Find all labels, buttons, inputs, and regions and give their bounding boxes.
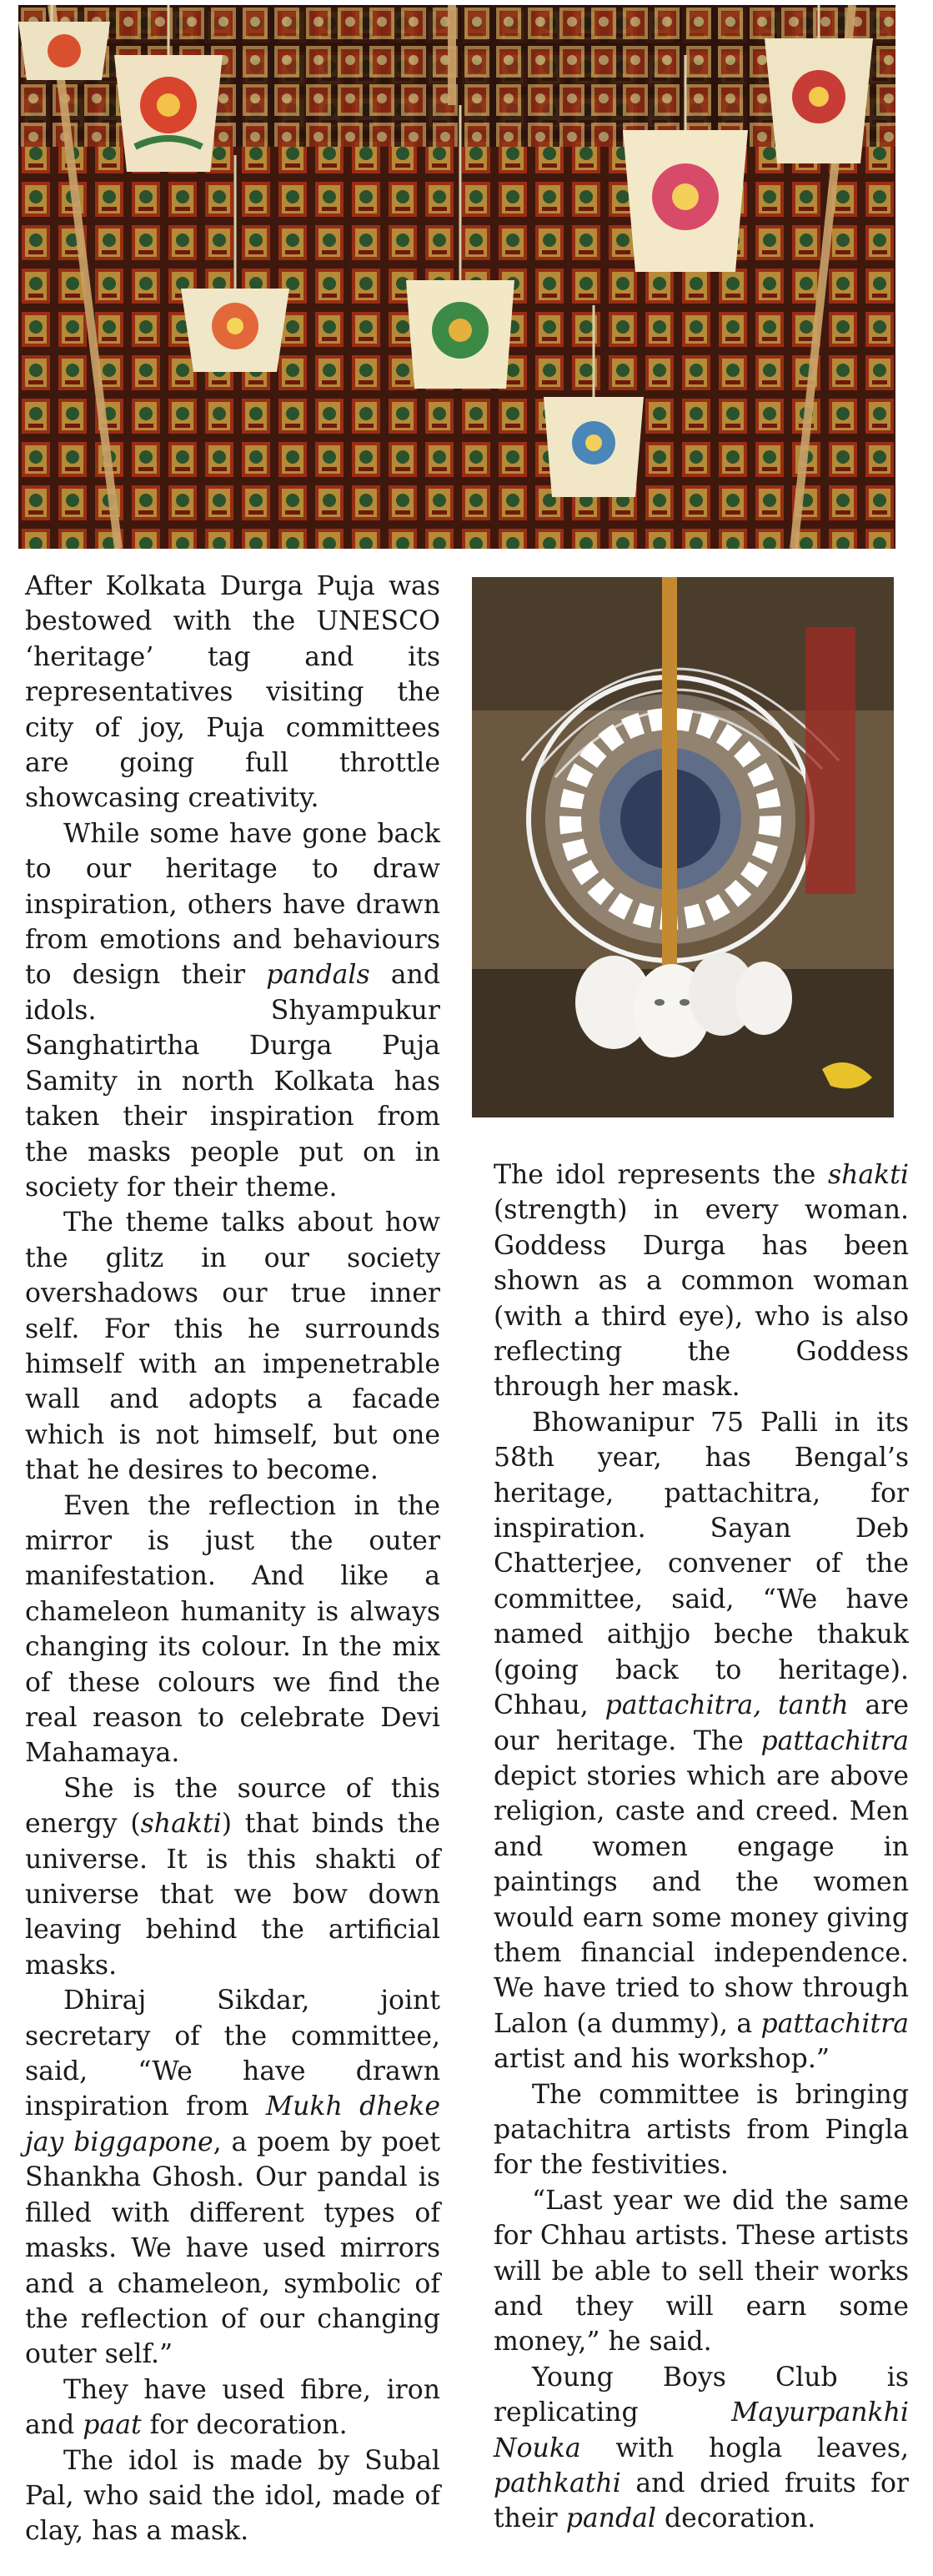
- paragraph: “Last year we did the same for Chhau artists. These artists will be able to sell their works and they will earn some money,” he said.: [494, 2185, 909, 2358]
- pandal-bags-illustration: [18, 5, 895, 549]
- paragraph: They have used fibre, iron and paat for decoration.: [25, 2374, 440, 2441]
- paragraph: Young Boys Club is replicating Mayurpankhi Nouka with hogla leaves, pathkathi and dried fruits for their pandal decoration.: [494, 2362, 909, 2534]
- article-column-left: [25, 569, 440, 2549]
- paragraph: Dhiraj Sikdar, joint secretary of the committee, said, “We have drawn inspiration from Mukh dheke jay biggapone, a poem by poet Shankha Ghosh. Our pandal is filled with different types of masks. We have used mirrors and a chameleon, symbolic of the reflection of our changing outer self.”: [25, 1986, 441, 2370]
- paragraph: The idol is made by Subal Pal, who said the idol, made of clay, has a mask.: [25, 2445, 440, 2547]
- paragraph: The committee is bringing patachitra artists from Pingla for the festivities.: [494, 2079, 909, 2181]
- masks-wheel-illustration: [472, 577, 894, 1117]
- paragraph: The theme talks about how the glitz in our society overshadows our true inner self. For this he surrounds himself with an impenetrable wall and adopts a facade which is not himself, but one that he desires to become.: [25, 1208, 440, 1486]
- paragraph: Even the reflection in the mirror is just the outer manifestation. And like a chameleon humanity is always changing its colour. In the mix of these colours we find the real reason to celebrate Devi Mahamaya.: [25, 1490, 440, 1769]
- masks-installation-photo: [472, 577, 894, 1117]
- pandal-bags-photo: [18, 5, 895, 549]
- paragraph: After Kolkata Durga Puja was bestowed with the UNESCO ‘heritage’ tag and its representatives visiting the city of joy, Puja committees are going full throttle showcasing creativity.: [25, 571, 440, 814]
- paragraph: She is the source of this energy (shakti) that binds the universe. It is this shakti of universe that we bow down leaving behind the artificial masks.: [25, 1773, 441, 1981]
- paragraph: While some have gone back to our heritage to draw inspiration, others have drawn from emotions and behaviours to design their pandals and idols. Shyampukur Sanghatirtha Durga Puja Samity in north Kolkata has taken their inspiration from the masks people put on in society for their theme.: [25, 818, 440, 1203]
- paragraph: The idol represents the shakti (strength) in every woman. Goddess Durga has been shown as a common woman (with a third eye), who is also reflecting the Goddess through her mask.: [494, 1160, 909, 1403]
- paragraph: Bhowanipur 75 Palli in its 58th year, has Bengal’s heritage, pattachitra, for inspiration. Sayan Deb Chatterjee, convener of the committee, said, “We have named aithjjo beche thakuk (going back to heritage). Chhau, pattachitra, tanth are our heritage. The pattachitra depict stories which are above religion, caste and creed. Men and women engage in paintings and the women would earn some money giving them financial independence. We have tried to show through Lalon (a dummy), a pattachitra artist and his workshop.”: [494, 1407, 909, 2075]
- article-column-right: [494, 1157, 909, 2537]
